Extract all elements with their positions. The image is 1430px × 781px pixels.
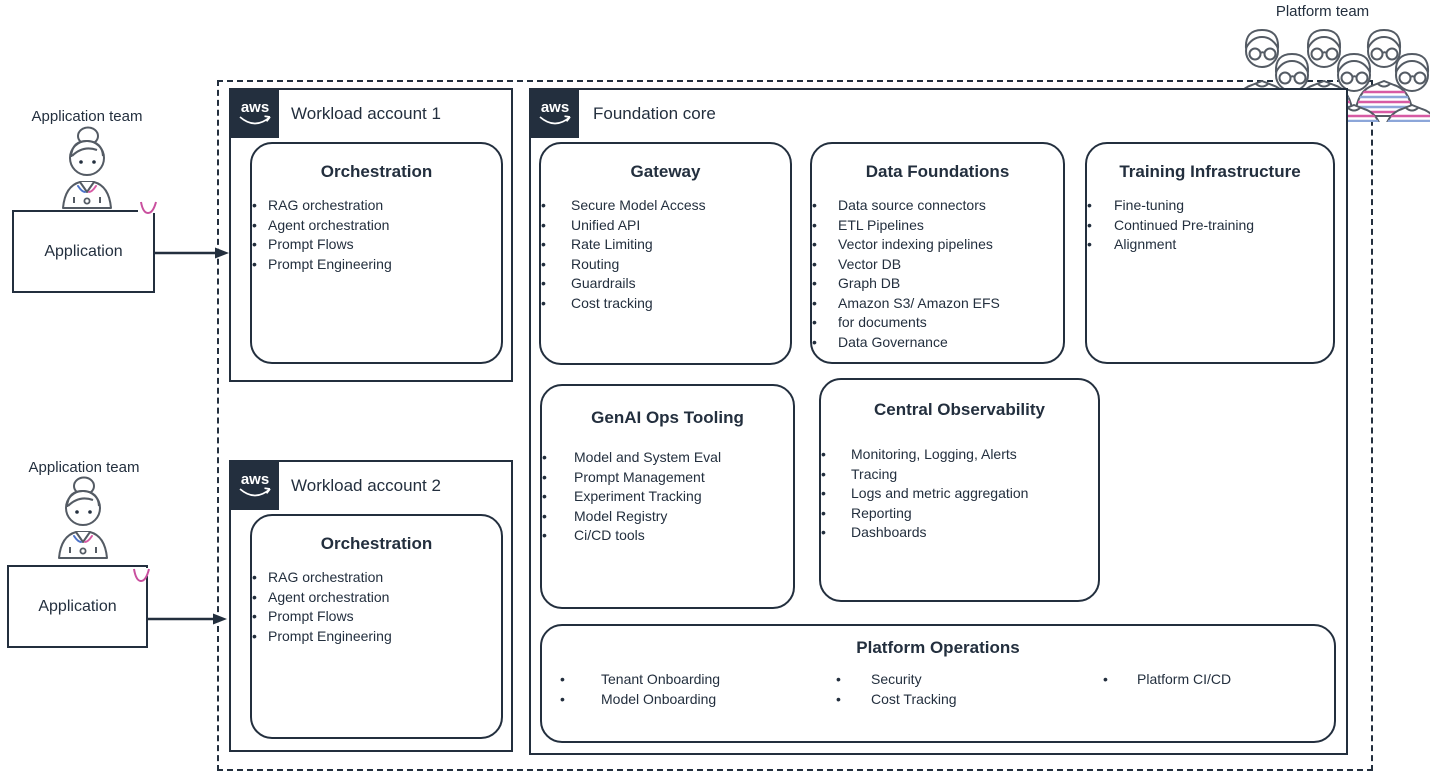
- application-team-2-person-icon: [48, 476, 118, 560]
- genai-ops-tooling-card-title: GenAI Ops Tooling: [591, 408, 744, 427]
- bullet-item: • Fine-tuning: [1087, 196, 1333, 216]
- aws-logo-icon: [231, 90, 279, 138]
- platform-operations-card-title: Platform Operations: [856, 638, 1020, 657]
- application-box-1: [12, 210, 155, 293]
- bullet-item: • Amazon S3/ Amazon EFS: [812, 294, 1063, 314]
- orchestration-card-2: [250, 514, 503, 739]
- orchestration-card-1: [250, 142, 503, 364]
- bullet-item: • Alignment: [1087, 235, 1333, 255]
- workload-account-1-title: Workload account 1: [291, 104, 441, 123]
- bullet-item: • Prompt Engineering: [252, 627, 501, 647]
- platform-team-label: Platform team: [1275, 3, 1370, 20]
- bullet-item: • ETL Pipelines: [812, 216, 1063, 236]
- platform-operations-column-2: [836, 670, 957, 709]
- central-observability-card-items: [821, 445, 1098, 543]
- orchestration-card-1-title: Orchestration: [320, 162, 433, 181]
- training-infrastructure-card-items: [1087, 196, 1333, 255]
- data-foundations-card-title: Data Foundations: [865, 162, 1010, 181]
- application-box-2: [7, 565, 148, 648]
- application-box-2-label: Application: [38, 597, 117, 615]
- orchestration-card-2-items: [252, 568, 501, 646]
- arrow-app2-to-workload2: [147, 612, 228, 626]
- foundation-core-title: Foundation core: [593, 104, 716, 123]
- bullet-item: • Tracing: [821, 465, 1098, 485]
- bullet-item: • Reporting: [821, 504, 1098, 524]
- platform-operations-column-3: [1103, 670, 1231, 690]
- bullet-item: • Security: [836, 670, 957, 690]
- bullet-item: • Platform CI/CD: [1103, 670, 1231, 690]
- foundation-core-box: [529, 88, 1348, 755]
- svg-text:aws: aws: [240, 471, 270, 488]
- application-team-1-label: Application team: [31, 108, 143, 125]
- svg-text:aws: aws: [540, 99, 570, 116]
- bullet-item: • Ci/CD tools: [542, 526, 793, 546]
- genai-ops-tooling-card: [540, 384, 795, 609]
- bullet-item: • Routing: [541, 255, 790, 275]
- bullet-item: • Rate Limiting: [541, 235, 790, 255]
- platform-operations-card: [540, 624, 1336, 743]
- workload-account-2-title: Workload account 2: [291, 476, 441, 495]
- bullet-item: • Logs and metric aggregation: [821, 484, 1098, 504]
- training-infrastructure-card: [1085, 142, 1335, 364]
- bullet-item: • Prompt Management: [542, 468, 793, 488]
- bullet-item: • Prompt Flows: [252, 607, 501, 627]
- genai-ops-tooling-card-items: [542, 448, 793, 546]
- decorative-squiggle-icon: [138, 199, 160, 217]
- bullet-item: • Continued Pre-training: [1087, 216, 1333, 236]
- bullet-item: • Unified API: [541, 216, 790, 236]
- central-observability-card-title: Central Observability: [873, 400, 1045, 419]
- aws-logo-icon: [531, 90, 579, 138]
- training-infrastructure-card-title: Training Infrastructure: [1119, 162, 1301, 181]
- bullet-item: • Model Onboarding: [560, 690, 720, 710]
- workload-account-2-box: [229, 460, 513, 752]
- bullet-item: • Secure Model Access: [541, 196, 790, 216]
- bullet-item: • Dashboards: [821, 523, 1098, 543]
- orchestration-card-2-title: Orchestration: [320, 534, 433, 553]
- bullet-item: • RAG orchestration: [252, 196, 501, 216]
- bullet-item: • Model Registry: [542, 507, 793, 527]
- central-observability-card: [819, 378, 1100, 602]
- bullet-item: • Data Governance: [812, 333, 1063, 353]
- data-foundations-card: [810, 142, 1065, 364]
- bullet-item: • Vector indexing pipelines: [812, 235, 1063, 255]
- bullet-item: • for documents: [812, 313, 1063, 333]
- bullet-item: • Cost tracking: [541, 294, 790, 314]
- platform-operations-column-1: [560, 670, 720, 709]
- bullet-item: • Monitoring, Logging, Alerts: [821, 445, 1098, 465]
- bullet-item: • Model and System Eval: [542, 448, 793, 468]
- bullet-item: • Guardrails: [541, 274, 790, 294]
- data-foundations-card-items: [812, 196, 1063, 352]
- bullet-item: • Graph DB: [812, 274, 1063, 294]
- bullet-item: • Vector DB: [812, 255, 1063, 275]
- svg-text:aws: aws: [240, 99, 270, 116]
- bullet-item: • Cost Tracking: [836, 690, 957, 710]
- application-team-2-label: Application team: [28, 459, 140, 476]
- decorative-squiggle-icon: [131, 564, 153, 586]
- gateway-card: [539, 142, 792, 365]
- application-team-1-person-icon: [52, 126, 122, 210]
- bullet-item: • Experiment Tracking: [542, 487, 793, 507]
- bullet-item: • Data source connectors: [812, 196, 1063, 216]
- application-box-1-label: Application: [44, 242, 123, 260]
- bullet-item: • Tenant Onboarding: [560, 670, 720, 690]
- arrow-app1-to-workload1: [152, 246, 230, 260]
- orchestration-card-1-items: [252, 196, 501, 274]
- workload-account-1-box: [229, 88, 513, 382]
- bullet-item: • Prompt Engineering: [252, 255, 501, 275]
- bullet-item: • Agent orchestration: [252, 588, 501, 608]
- bullet-item: • RAG orchestration: [252, 568, 501, 588]
- gateway-card-items: [541, 196, 790, 313]
- gateway-card-title: Gateway: [630, 162, 701, 181]
- bullet-item: • Agent orchestration: [252, 216, 501, 236]
- aws-logo-icon: [231, 462, 279, 510]
- bullet-item: • Prompt Flows: [252, 235, 501, 255]
